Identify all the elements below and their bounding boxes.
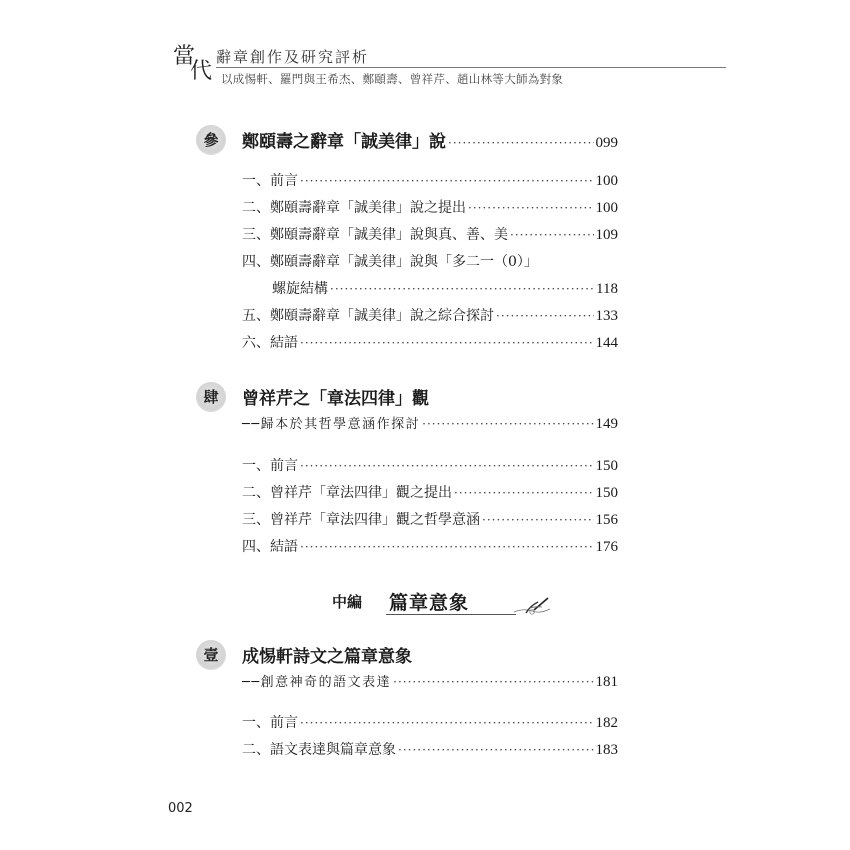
chapter-number-badge: 參 xyxy=(196,125,226,155)
page-ref: 150 xyxy=(595,458,618,474)
leader-dots xyxy=(393,675,593,689)
book-subtitle: 以成惕軒、羅門與王希杰、鄭頤壽、曾祥芹、趙山林等大師為對象 xyxy=(221,72,564,86)
leader-dots xyxy=(398,743,594,757)
page-ref: 118 xyxy=(596,281,618,297)
leader-dots xyxy=(300,716,594,730)
chapter-number-badge: 肆 xyxy=(196,382,226,412)
header-logo-char-1: 當 xyxy=(173,44,196,69)
header-rule xyxy=(216,67,726,68)
entry-label: 二、鄭頤壽辭章「誠美律」說之提出 xyxy=(242,200,466,216)
entry-label: 二、語文表達與篇章意象 xyxy=(242,742,396,758)
toc-entry[interactable] xyxy=(242,197,618,217)
page-ref: 150 xyxy=(595,485,618,501)
page-ref: 156 xyxy=(595,512,618,528)
leader-dots xyxy=(448,136,594,150)
leader-dots xyxy=(454,486,594,500)
leader-dots xyxy=(510,228,594,242)
toc-entry-line2[interactable] xyxy=(272,278,618,298)
toc-entry[interactable] xyxy=(242,509,618,529)
toc-entry[interactable] xyxy=(242,127,618,152)
chapter-subtitle: ──創意神奇的語文表達 xyxy=(242,675,392,690)
chapter-title: 成惕軒詩文之篇章意象 xyxy=(242,647,412,667)
toc-entry[interactable] xyxy=(242,739,618,759)
page-ref: 100 xyxy=(595,173,618,189)
entry-label-continued: 螺旋結構 xyxy=(272,281,328,297)
entry-label: 一、前言 xyxy=(242,715,298,731)
page-ref: 099 xyxy=(595,135,618,151)
entry-label: 五、鄭頤壽辭章「誠美律」說之綜合探討 xyxy=(242,308,494,324)
chapter-heading-4 xyxy=(196,382,618,412)
entry-label: 二、曾祥芹「章法四律」觀之提出 xyxy=(242,485,452,501)
page-number: 002 xyxy=(168,801,193,816)
entry-label: 三、曾祥芹「章法四律」觀之哲學意涵 xyxy=(242,512,480,528)
part-label: 中編 xyxy=(332,593,363,611)
leader-dots xyxy=(422,417,593,431)
toc-entry[interactable] xyxy=(242,712,618,732)
leader-dots xyxy=(300,540,594,554)
toc-entry[interactable] xyxy=(242,170,618,190)
page-ref: 182 xyxy=(595,715,618,731)
book-title: 辭章創作及研究評析 xyxy=(216,48,370,66)
toc-entry[interactable] xyxy=(242,413,618,433)
entry-label: 四、鄭頤壽辭章「誠美律」說與「多二一（0）」 xyxy=(242,254,538,270)
toc-entry[interactable] xyxy=(242,536,618,556)
chapter-heading-1 xyxy=(196,640,618,670)
page-ref: 133 xyxy=(595,308,618,324)
chapter-title: 鄭頤壽之辭章「誠美律」說 xyxy=(242,132,446,152)
toc-entry[interactable] xyxy=(242,482,618,502)
part-title: 篇章意象 xyxy=(389,592,470,614)
page-ref: 181 xyxy=(595,674,618,690)
page-ref: 100 xyxy=(595,200,618,216)
toc-entry[interactable] xyxy=(242,332,618,352)
entry-label: 一、前言 xyxy=(242,458,298,474)
leader-dots xyxy=(300,459,594,473)
leader-dots xyxy=(468,201,594,215)
toc-entry[interactable] xyxy=(242,305,618,325)
chapter-subtitle: ──歸本於其哲學意涵作探討 xyxy=(242,417,421,432)
toc-entry-line1[interactable] xyxy=(242,251,618,271)
part-heading xyxy=(332,588,562,618)
leader-dots xyxy=(496,309,594,323)
page-ref: 109 xyxy=(595,227,618,243)
brush-ornament-icon xyxy=(512,594,552,616)
toc-entry[interactable] xyxy=(242,455,618,475)
chapter-title: 曾祥芹之「章法四律」觀 xyxy=(242,389,429,409)
chapter-heading-3 xyxy=(196,125,618,155)
chapter-number-badge: 壹 xyxy=(196,640,226,670)
page-ref: 183 xyxy=(595,742,618,758)
leader-dots xyxy=(482,513,594,527)
toc-entry[interactable] xyxy=(242,224,618,244)
page-ref: 176 xyxy=(595,539,618,555)
leader-dots xyxy=(300,336,594,350)
leader-dots xyxy=(330,282,594,296)
part-underline xyxy=(386,614,516,615)
header-logo-char-2: 代 xyxy=(190,59,213,84)
entry-label: 一、前言 xyxy=(242,173,298,189)
leader-dots xyxy=(300,174,594,188)
entry-label: 六、結語 xyxy=(242,335,298,351)
page-ref: 144 xyxy=(595,335,618,351)
running-header xyxy=(170,44,726,94)
entry-label: 三、鄭頤壽辭章「誠美律」說與真、善、美 xyxy=(242,227,508,243)
toc-entry[interactable] xyxy=(242,671,618,691)
page-ref: 149 xyxy=(595,416,618,432)
entry-label: 四、結語 xyxy=(242,539,298,555)
